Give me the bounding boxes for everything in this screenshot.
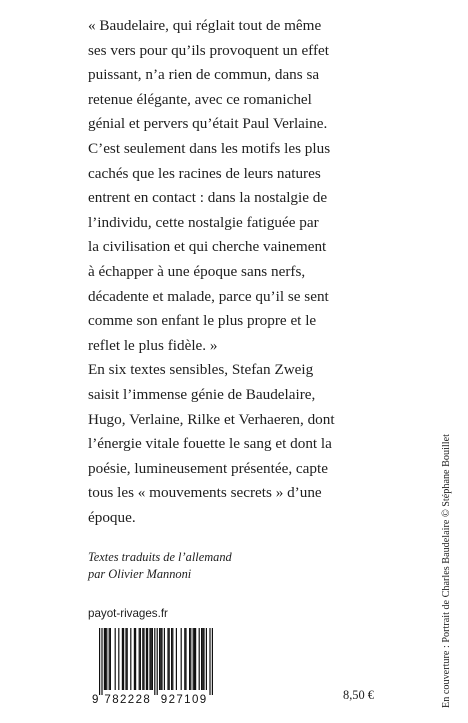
quote-line: « Baudelaire, qui réglait tout de même xyxy=(88,17,322,34)
quote-line: reflet le plus fidèle. » xyxy=(88,336,218,354)
translation-line-1: Textes traduits de l’allemand xyxy=(88,550,232,564)
barcode-bar xyxy=(142,628,143,690)
barcode-bar xyxy=(159,628,160,690)
barcode-bar xyxy=(125,628,126,690)
barcode-bar xyxy=(185,628,186,690)
barcode-bar xyxy=(115,628,116,690)
barcode-bar xyxy=(194,628,195,690)
barcode-bar xyxy=(161,628,162,690)
barcode-bar xyxy=(110,628,111,690)
barcode-bar xyxy=(151,628,152,690)
barcode-bar xyxy=(139,628,140,690)
barcode-bar xyxy=(99,628,100,695)
blurb xyxy=(88,14,384,530)
barcode-bar xyxy=(202,628,203,690)
quote-line: l’individu, cette nostalgie fatiguée par xyxy=(88,213,319,231)
quote-line: décadente et malade, parce qu’il se sent xyxy=(88,287,329,305)
description-line: En six textes sensibles, Stefan Zweig xyxy=(88,361,314,379)
barcode-digits: 782228 xyxy=(104,694,152,706)
barcode-bar xyxy=(167,628,168,690)
barcode-bar xyxy=(109,628,110,690)
cover-credit: En couverture : Portrait de Charles Baudelaire © Stéphane Bouillet xyxy=(441,434,452,708)
isbn-barcode xyxy=(88,626,216,706)
barcode-bar xyxy=(203,628,204,690)
barcode-bar xyxy=(212,628,213,695)
barcode-bar xyxy=(105,628,106,690)
description-paragraph xyxy=(88,358,384,530)
description-line: Hugo, Verlaine, Rilke et Verhaeren, dont xyxy=(88,410,335,428)
barcode-bar xyxy=(134,628,135,690)
barcode-bar xyxy=(135,628,136,690)
barcode-bar xyxy=(157,628,158,695)
barcode-bar xyxy=(122,628,123,690)
quote-line: puissant, n’a rien de commun, dans sa xyxy=(88,66,320,84)
description-line: saisit l’immense génie de Baudelaire, xyxy=(88,385,316,403)
quote-line: génial et pervers qu’était Paul Verlaine. xyxy=(88,115,328,133)
barcode-bar xyxy=(176,628,177,690)
quote-line: entrent en contact : dans la nostalgie de xyxy=(88,189,328,207)
quote-paragraph xyxy=(88,14,384,358)
barcode-bar xyxy=(101,628,102,695)
barcode-digits: 927109 xyxy=(160,694,208,706)
barcode-bar xyxy=(127,628,128,690)
quote-line: C’est seulement dans les motifs les plus xyxy=(88,139,331,157)
price: 8,50 € xyxy=(343,688,374,702)
barcode-bar xyxy=(206,628,207,690)
barcode-bar xyxy=(171,628,172,690)
barcode-graphic xyxy=(88,626,216,706)
barcode-bar xyxy=(201,628,202,690)
barcode-bar xyxy=(160,628,161,690)
translation-credit xyxy=(88,549,348,582)
barcode-bar xyxy=(123,628,124,690)
barcode-bar xyxy=(181,628,182,690)
barcode-bar xyxy=(209,628,210,695)
barcode-bar xyxy=(199,628,200,690)
barcode-bar xyxy=(184,628,185,690)
publisher-website: payot-rivages.fr xyxy=(88,607,168,620)
barcode-bar xyxy=(190,628,191,690)
quote-line: à échapper à une époque sans nerfs, xyxy=(88,262,306,280)
barcode-bar xyxy=(106,628,107,690)
quote-line: ses vers pour qu’ils provoquent un effet xyxy=(88,41,329,59)
barcode-bar xyxy=(152,628,153,690)
description-line: l’énergie vitale fouette le sang et dont la xyxy=(88,435,332,453)
quote-line: retenue élégante, avec ce romanichel xyxy=(88,90,312,108)
barcode-bar xyxy=(164,628,165,690)
barcode-bar xyxy=(149,628,150,690)
description-line: époque. xyxy=(88,508,136,526)
barcode-bar xyxy=(189,628,190,690)
barcode-bar xyxy=(154,628,155,695)
translation-line-2: par Olivier Mannoni xyxy=(88,566,192,581)
quote-line: la civilisation et qui cherche vainement xyxy=(88,238,327,256)
barcode-bar xyxy=(169,628,170,690)
barcode-bar xyxy=(130,628,131,690)
barcode-bar xyxy=(172,628,173,690)
barcode-bar xyxy=(147,628,148,690)
barcode-digits: 9 xyxy=(92,694,99,706)
quote-line: comme son enfant le plus propre et le xyxy=(88,312,317,330)
barcode-bar xyxy=(146,628,147,690)
description-line: tous les « mouvements secrets » d’une xyxy=(88,484,322,502)
barcode-bar xyxy=(143,628,144,690)
barcode-bar xyxy=(195,628,196,690)
description-line: poésie, lumineusement présentée, capte xyxy=(88,459,328,477)
barcode-bar xyxy=(118,628,119,690)
barcode-bar xyxy=(193,628,194,690)
barcode-bar xyxy=(104,628,105,690)
quote-line: cachés que les racines de leurs natures xyxy=(88,164,321,182)
barcode-bar xyxy=(140,628,141,690)
